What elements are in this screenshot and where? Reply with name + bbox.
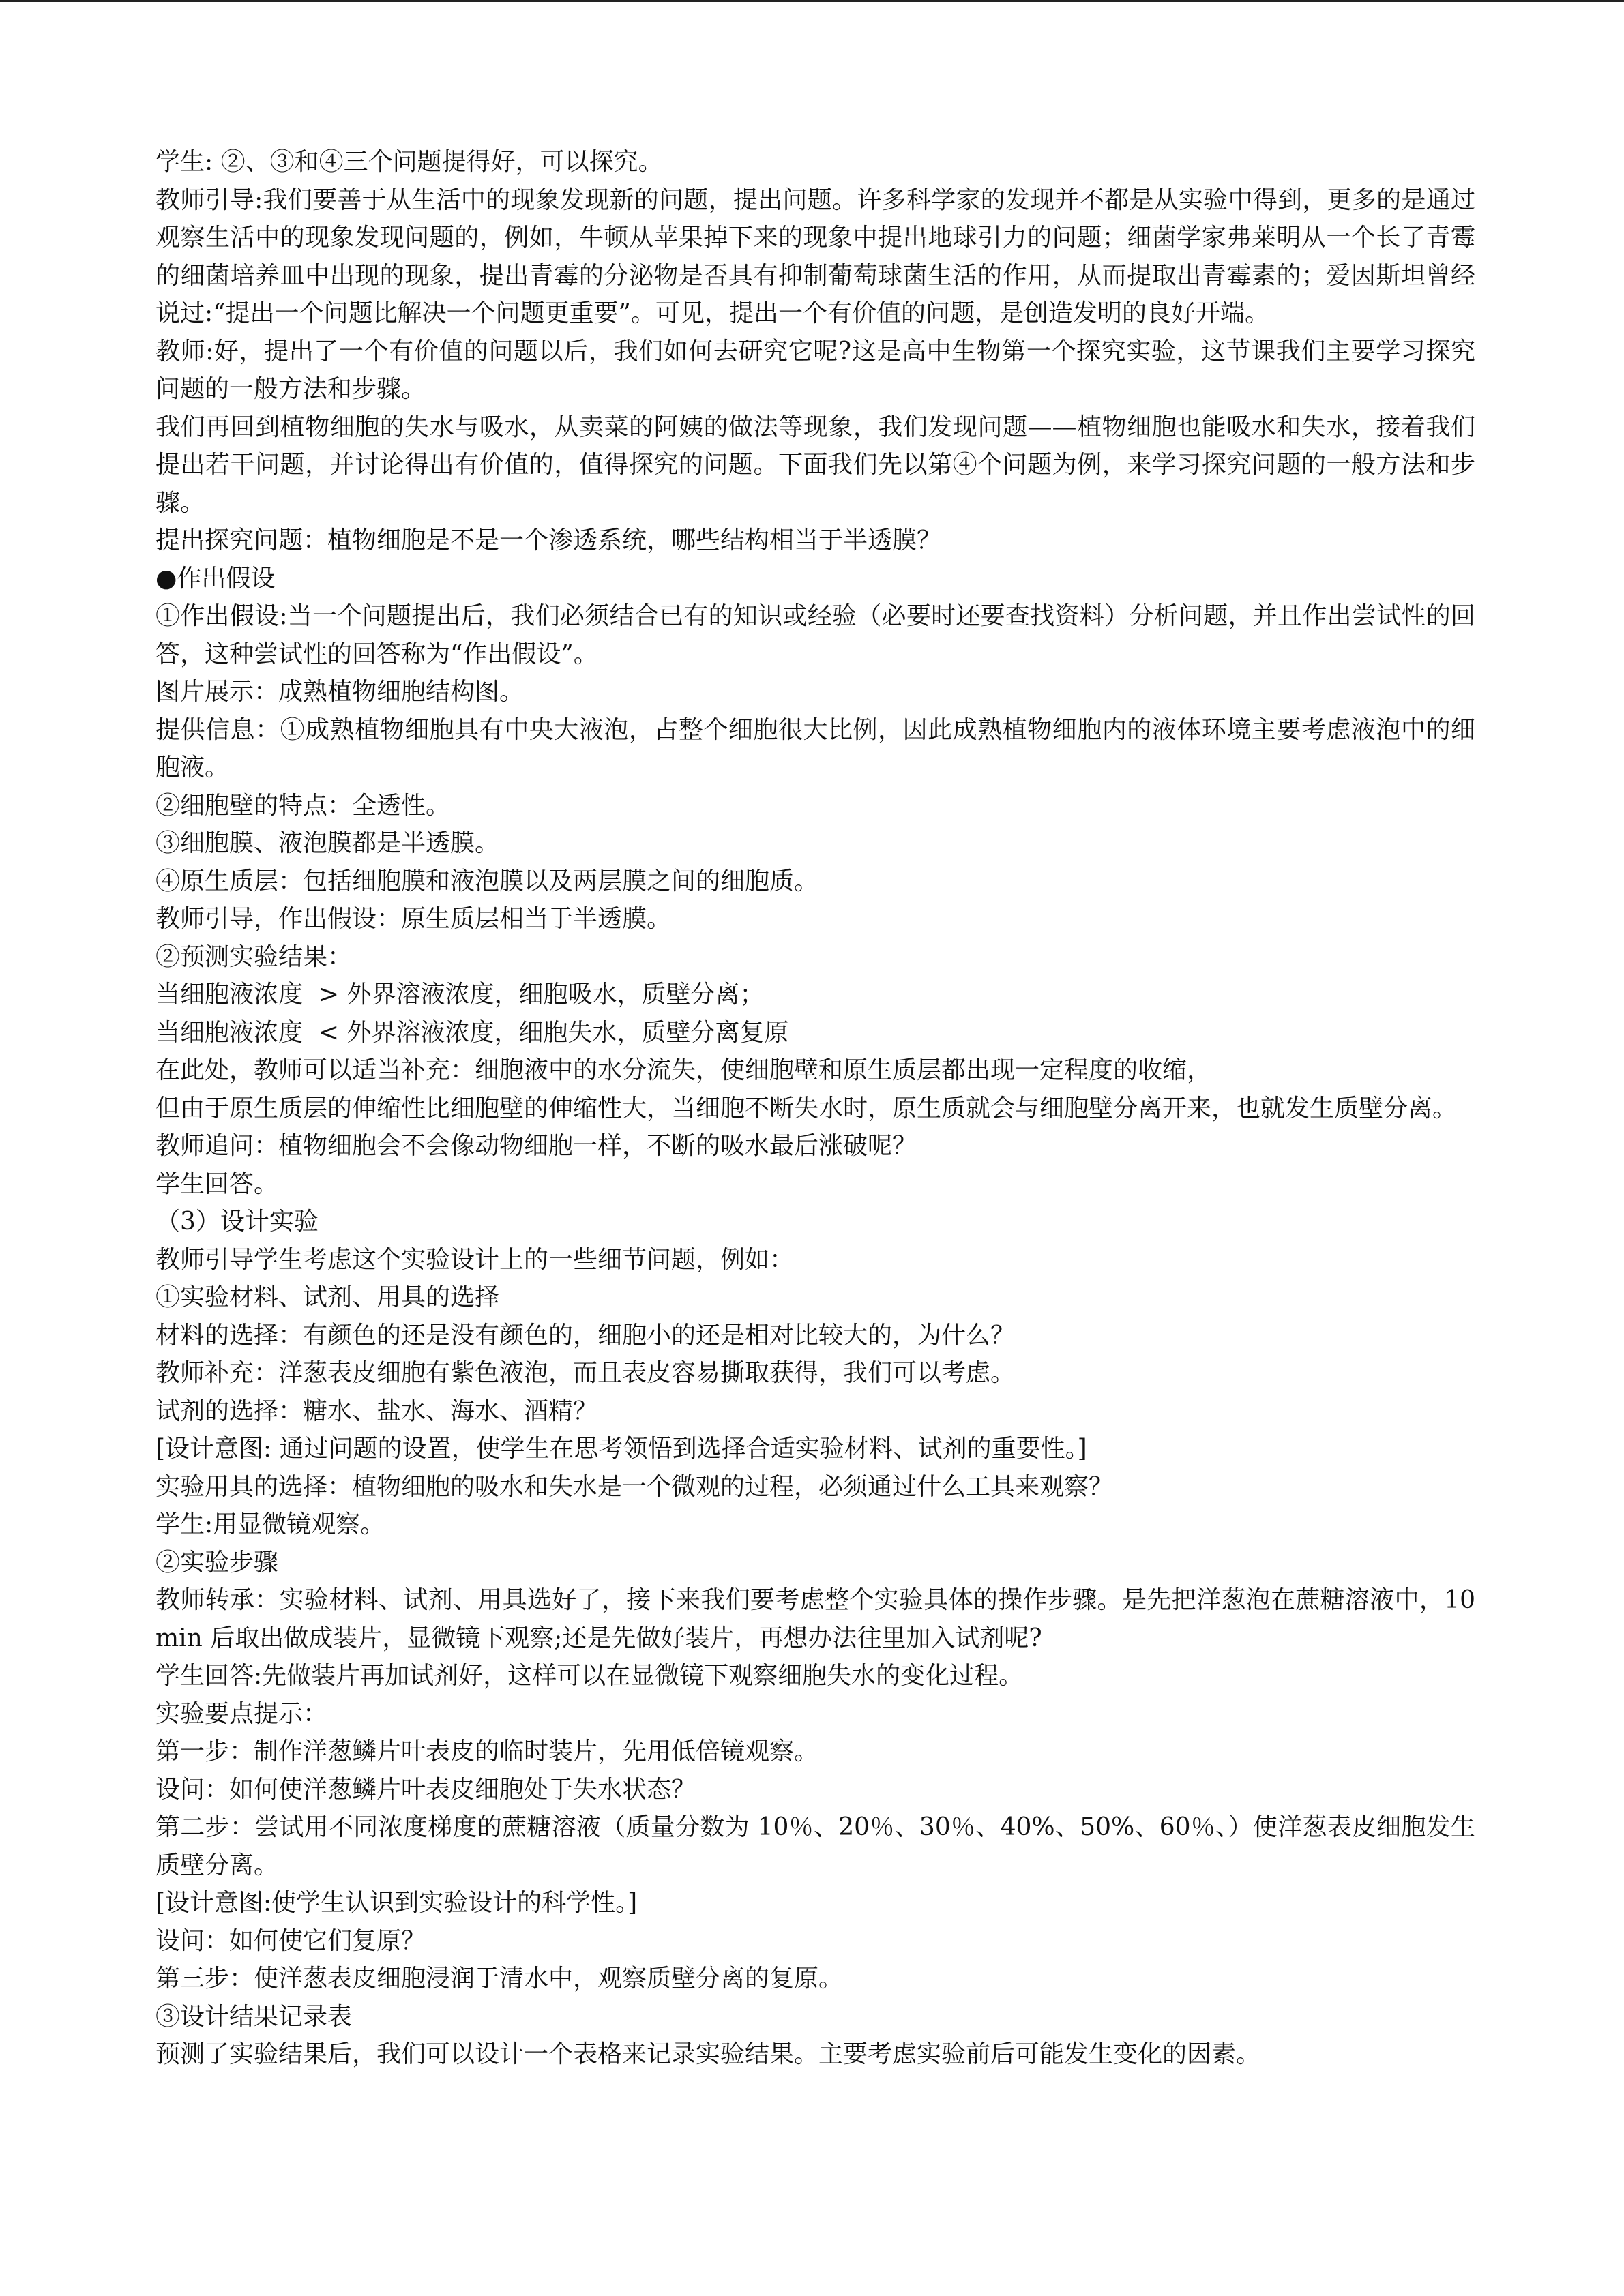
paragraph-student-microscope: 学生:用显微镜观察。 xyxy=(156,1510,385,1538)
top-border-line xyxy=(0,0,1624,2)
paragraph-info-1: 提供信息：①成熟植物细胞具有中央大液泡，占整个细胞很大比例，因此成熟植物细胞内的液体环境主要考虑液泡中的细胞液。 xyxy=(156,715,1475,781)
paragraph-info-4: ④原生质层：包括细胞膜和液泡膜以及两层膜之间的细胞质。 xyxy=(156,867,819,895)
paragraph-step-2: 第二步：尝试用不同浓度梯度的蔗糖溶液（质量分数为 10％、20％、30％、40%、50%、60％、）使洋葱表皮细胞发生质壁分离。 xyxy=(156,1813,1475,1879)
heading-predict-results: ②预测实验结果： xyxy=(156,942,353,971)
paragraph-student-steps-answer: 学生回答:先做装片再加试剂好，这样可以在显微镜下观察细胞失水的变化过程。 xyxy=(156,1662,1024,1690)
paragraph-info-2: ②细胞壁的特点：全透性。 xyxy=(156,791,451,820)
paragraph-step-1: 第一步：制作洋葱鳞片叶表皮的临时装片，先用低倍镜观察。 xyxy=(156,1738,819,1765)
paragraph-supplement-2: 但由于原生质层的伸缩性比细胞壁的伸缩性大，当细胞不断失水时，原生质就会与细胞壁分离开来，也就发生质壁分离。 xyxy=(156,1094,1458,1122)
paragraph-prediction-1: 当细胞液浓度 > 外界溶液浓度，细胞吸水，质壁分离； xyxy=(156,981,765,1009)
paragraph-student-answer: 学生: ②、③和④三个问题提得好，可以探究。 xyxy=(156,148,663,176)
paragraph-question-recovery: 设问：如何使它们复原？ xyxy=(156,1926,426,1955)
paragraph-research-question: 提出探究问题：植物细胞是不是一个渗透系统，哪些结构相当于半透膜？ xyxy=(156,526,942,554)
paragraph-material-choice: 材料的选择：有颜色的还是没有颜色的，细胞小的还是相对比较大的，为什么？ xyxy=(156,1321,1016,1350)
paragraph-prediction-2: 当细胞液浓度 < 外界溶液浓度，细胞失水，质壁分离复原 xyxy=(156,1018,789,1047)
paragraph-teacher-transition: 教师转承：实验材料、试剂、用具选好了，接下来我们要考虑整个实验具体的操作步骤。是先把洋葱泡在蔗糖溶液中，10 min 后取出做成装片，显微镜下观察;还是先做好装片，再想办法往里加入试剂呢? xyxy=(156,1586,1475,1652)
heading-materials: ①实验材料、试剂、用具的选择 xyxy=(156,1283,500,1311)
paragraph-student-response: 学生回答。 xyxy=(156,1169,279,1198)
paragraph-key-points: 实验要点提示： xyxy=(156,1699,328,1728)
heading-result-table: ③设计结果记录表 xyxy=(156,2002,353,2031)
paragraph-review: 我们再回到植物细胞的失水与吸水，从卖菜的阿姨的做法等现象，我们发现问题——植物细胞也能吸水和失水，接着我们提出若干问题，并讨论得出有价值的，值得探究的问题。下面我们先以第④个问题为例，来学习探究问题的一般方法和步骤。 xyxy=(156,413,1475,517)
paragraph-teacher-follow-up: 教师追问：植物细胞会不会像动物细胞一样，不断的吸水最后涨破呢？ xyxy=(156,1132,917,1160)
paragraph-teacher-question: 教师:好，提出了一个有价值的问题以后，我们如何去研究它呢?这是高中生物第一个探究实验，这节课我们主要学习探究问题的一般方法和步骤。 xyxy=(156,337,1475,403)
heading-hypothesis: ●作出假设 xyxy=(156,564,276,593)
paragraph-info-3: ③细胞膜、液泡膜都是半透膜。 xyxy=(156,829,500,857)
paragraph-design-intro: 教师引导学生考虑这个实验设计上的一些细节问题，例如： xyxy=(156,1245,795,1274)
document-body xyxy=(156,143,1475,2074)
paragraph-picture-display: 图片展示：成熟植物细胞结构图。 xyxy=(156,678,525,706)
paragraph-question-dehydration: 设问：如何使洋葱鳞片叶表皮细胞处于失水状态？ xyxy=(156,1775,696,1804)
paragraph-design-intent-2: [设计意图:使学生认识到实验设计的科学性。] xyxy=(156,1889,638,1917)
paragraph-step-3: 第三步：使洋葱表皮细胞浸润于清水中，观察质壁分离的复原。 xyxy=(156,1965,844,1993)
paragraph-result-table-desc: 预测了实验结果后，我们可以设计一个表格来记录实验结果。主要考虑实验前后可能发生变化的因素。 xyxy=(156,2040,1261,2068)
paragraph-design-intent-1: [设计意图: 通过问题的设置，使学生在思考领悟到选择合适实验材料、试剂的重要性。] xyxy=(156,1435,1087,1463)
paragraph-hypothesis-statement: 教师引导，作出假设：原生质层相当于半透膜。 xyxy=(156,905,672,933)
paragraph-supplement-1: 在此处，教师可以适当补充：细胞液中的水分流失，使细胞壁和原生质层都出现一定程度的收缩， xyxy=(156,1056,1212,1084)
heading-design-experiment: （3）设计实验 xyxy=(156,1208,319,1236)
paragraph-tool-choice: 实验用具的选择：植物细胞的吸水和失水是一个微观的过程，必须通过什么工具来观察？ xyxy=(156,1472,1114,1501)
heading-experiment-steps: ②实验步骤 xyxy=(156,1548,279,1577)
paragraph-teacher-guidance: 教师引导:我们要善于从生活中的现象发现新的问题，提出问题。许多科学家的发现并不都是从实验中得到，更多的是通过观察生活中的现象发现问题的，例如，牛顿从苹果掉下来的现象中提出地球引力的问题；细菌学家弗莱明从一个长了青霉的细菌培养皿中出现的现象，提出青霉的分泌物是否具有抑制葡萄球菌生活的作用，从而提取出青霉素的；爱因斯坦曾经说过:“提出一个问题比解决一个问题更重要”。可见，提出一个有价值的问题，是创造发明的良好开端。 xyxy=(156,185,1475,327)
paragraph-hypothesis-definition: ①作出假设:当一个问题提出后，我们必须结合已有的知识或经验（必要时还要查找资料）分析问题，并且作出尝试性的回答，这种尝试性的回答称为“作出假设”。 xyxy=(156,602,1475,668)
paragraph-teacher-supplement: 教师补充：洋葱表皮细胞有紫色液泡，而且表皮容易撕取获得，我们可以考虑。 xyxy=(156,1359,1016,1387)
paragraph-reagent-choice: 试剂的选择：糖水、盐水、海水、酒精？ xyxy=(156,1397,598,1425)
